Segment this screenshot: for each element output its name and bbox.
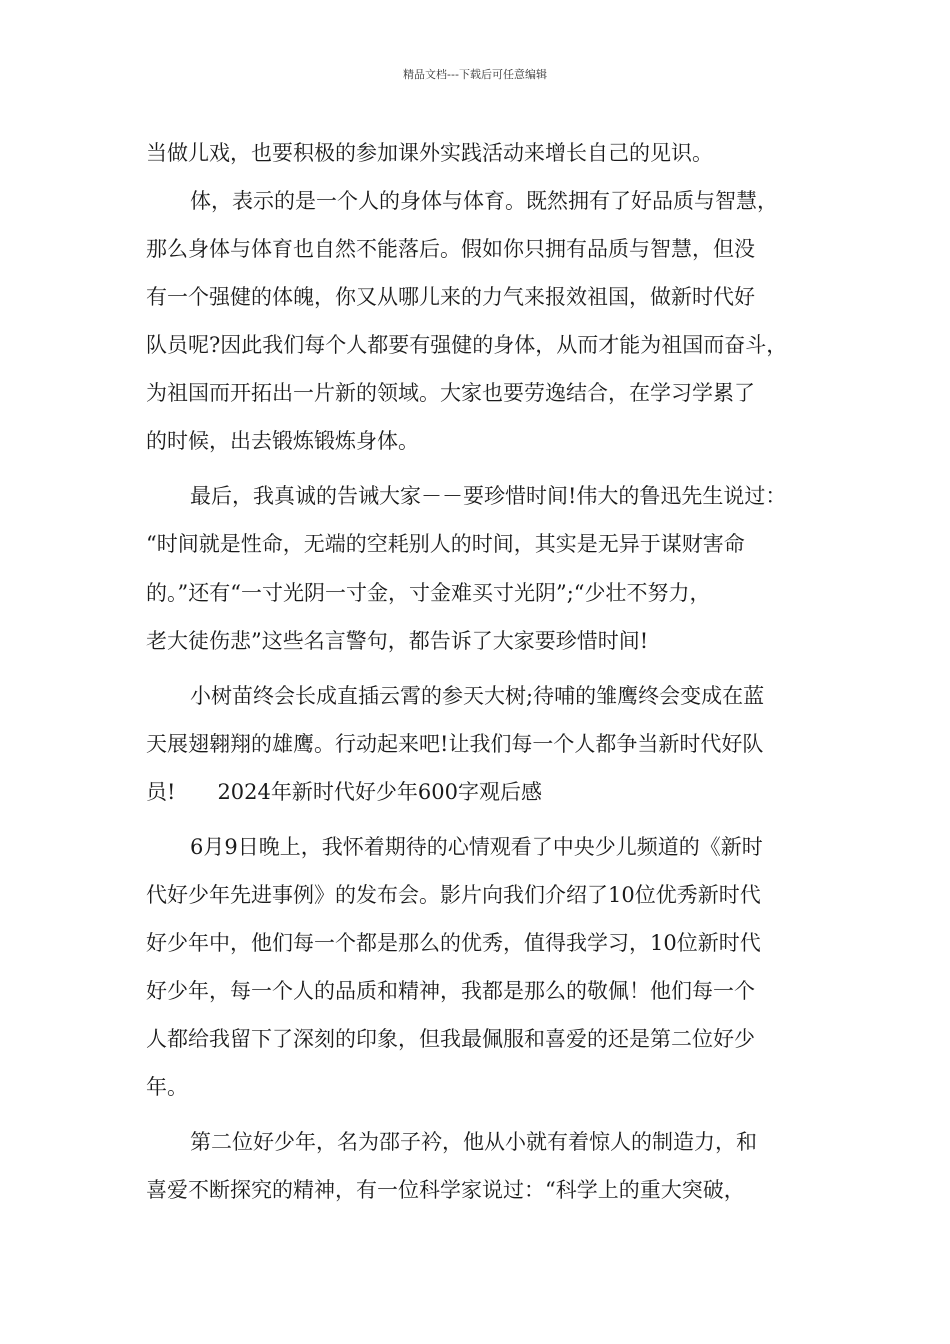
text-line: 有一个强健的体魄，你又从哪儿来的力气来报效祖国，做新时代好 — [146, 285, 755, 309]
text-line: 小树苗终会长成直插云霄的参天大树;待哺的雏鹰终会变成在蓝 — [190, 684, 765, 708]
text-line: 队员呢?因此我们每个人都要有强健的身体，从而才能为祖国而奋斗， — [146, 333, 788, 357]
text-line: 天展翅翱翔的雄鹰。行动起来吧!让我们每一个人都争当新时代好队 — [146, 732, 764, 756]
text-line: 喜爱不断探究的精神，有一位科学家说过：“科学上的重大突破， — [146, 1178, 745, 1202]
text-line: 老大徒伤悲”这些名言警句，都告诉了大家要珍惜时间! — [146, 629, 649, 653]
text-line: 那么身体与体育也自然不能落后。假如你只拥有品质与智慧，但没 — [146, 237, 755, 261]
text-line: 6月9日晚上，我怀着期待的心情观看了中央少儿频道的《新时 — [190, 835, 763, 859]
text-line: 的时候，出去锻炼锻炼身体。 — [146, 429, 419, 453]
text-line: 最后，我真诚的告诫大家－－要珍惜时间!伟大的鲁迅先生说过： — [190, 484, 787, 508]
text-line: 第二位好少年，名为邵子衿，他从小就有着惊人的制造力，和 — [190, 1130, 757, 1154]
text-line: 人都给我留下了深刻的印象，但我最佩服和喜爱的还是第二位好少 — [146, 1027, 755, 1051]
text-line: 当做儿戏，也要积极的参加课外实践活动来增长自己的见识。 — [146, 141, 713, 165]
text-line: 年。 — [146, 1075, 188, 1099]
text-line: 好少年中，他们每一个都是那么的优秀，值得我学习，10位新时代 — [146, 931, 761, 955]
text-line: 为祖国而开拓出一片新的领域。大家也要劳逸结合，在学习学累了 — [146, 381, 755, 405]
text-line: 代好少年先进事例》的发布会。影片向我们介绍了10位优秀新时代 — [146, 883, 761, 907]
text-line: 员! 2024年新时代好少年600字观后感 — [146, 780, 542, 804]
text-line: 好少年，每一个人的品质和精神，我都是那么的敬佩！他们每一个 — [146, 979, 755, 1003]
text-line: “时间就是性命，无端的空耗别人的时间，其实是无异于谋财害命 — [146, 532, 745, 556]
page-header: 精品文档---下载后可任意编辑 — [403, 68, 547, 81]
text-line: 的。”还有“一寸光阴一寸金，寸金难买寸光阴”;“少壮不努力， — [146, 581, 711, 605]
text-line: 体，表示的是一个人的身体与体育。既然拥有了好品质与智慧， — [190, 189, 778, 213]
